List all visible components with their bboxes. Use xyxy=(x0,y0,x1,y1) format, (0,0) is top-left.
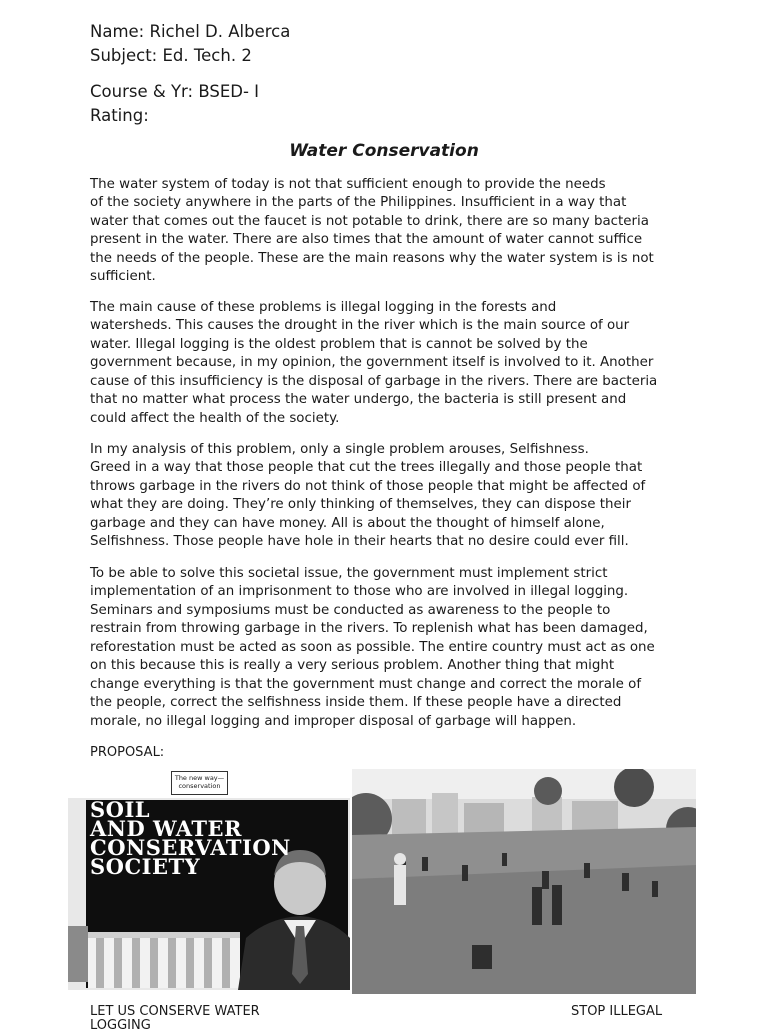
banner-line-4: SOCIETY xyxy=(90,854,201,879)
caption-logging-fragment: LOGGING xyxy=(90,1018,151,1033)
society-banner-text xyxy=(90,797,300,879)
caption-conserve-water: LET US CONSERVE WATER xyxy=(90,1004,260,1019)
banner-line-2: AND WATER xyxy=(90,816,242,841)
paragraph-3: In my analysis of this problem, only a single problem arouses, Selfishness. Greed in a way that those people that cut the trees illegally and those people that throws garbage in the rivers do not think of those people that might be affected of what they are doing. They’re only thinking of themselves, they can dispose their garbage and they can have money. All is about the thought of himself alone, Selfishness. Those people have hole in their hearts that no desire could ever fill. xyxy=(90,442,646,550)
subject-line: Subject: Ed. Tech. 2 xyxy=(90,46,252,65)
rating-line: Rating: xyxy=(90,106,149,125)
student-name: Name: Richel D. Alberca xyxy=(90,22,291,41)
course-year-line: Course & Yr: BSED- I xyxy=(90,82,260,101)
proposal-label: PROPOSAL: xyxy=(90,745,165,760)
caption-stop-illegal: STOP ILLEGAL xyxy=(571,1004,663,1019)
essay-title: Water Conservation xyxy=(289,141,479,161)
paragraph-2: The main cause of these problems is illegal logging in the forests and watersheds. This causes the drought in the river which is the main source of our water. Illegal logging is the oldest problem that is cannot be solved by the government because, in my opinion, the government itself is involved to it. Another cause of this insufficiency is the disposal of garbage in the rivers. There are bacteria that no matter what process the water undergo, the bacteria is still present and could affect the health of the society. xyxy=(90,300,658,426)
conservation-sign: The new way— conservation xyxy=(171,771,228,795)
tree-planting-photo xyxy=(352,769,696,994)
paragraph-4: To be able to solve this societal issue, the government must implement strict implementation of an imprisonment to those who are involved in illegal logging. Seminars and symposiums must be conducted as awareness to the people to restrain from throwing garbage in the rivers. To replenish what has been damaged, reforestation must be acted as soon as possible. The entire country must act as one on this because this is really a very serious problem. Another thing that might change everything is that the government must change and correct the morale of the people, correct the selfishness inside them. If these people have a directed morale, no illegal logging and improper disposal of garbage will happen. xyxy=(90,566,655,729)
banner-line-1: SOIL xyxy=(90,797,151,822)
paragraph-1: The water system of today is not that sufficient enough to provide the needs of the society anywhere in the parts of the Philippines. Insufficient in a way that water that comes out the faucet is not potable to drink, there are so many bacteria present in the water. There are also times that the amount of water cannot suffice the needs of the people. These are the main reasons why the water system is is not sufficient. xyxy=(90,177,654,285)
banner-line-3: CONSERVATION xyxy=(90,835,291,860)
